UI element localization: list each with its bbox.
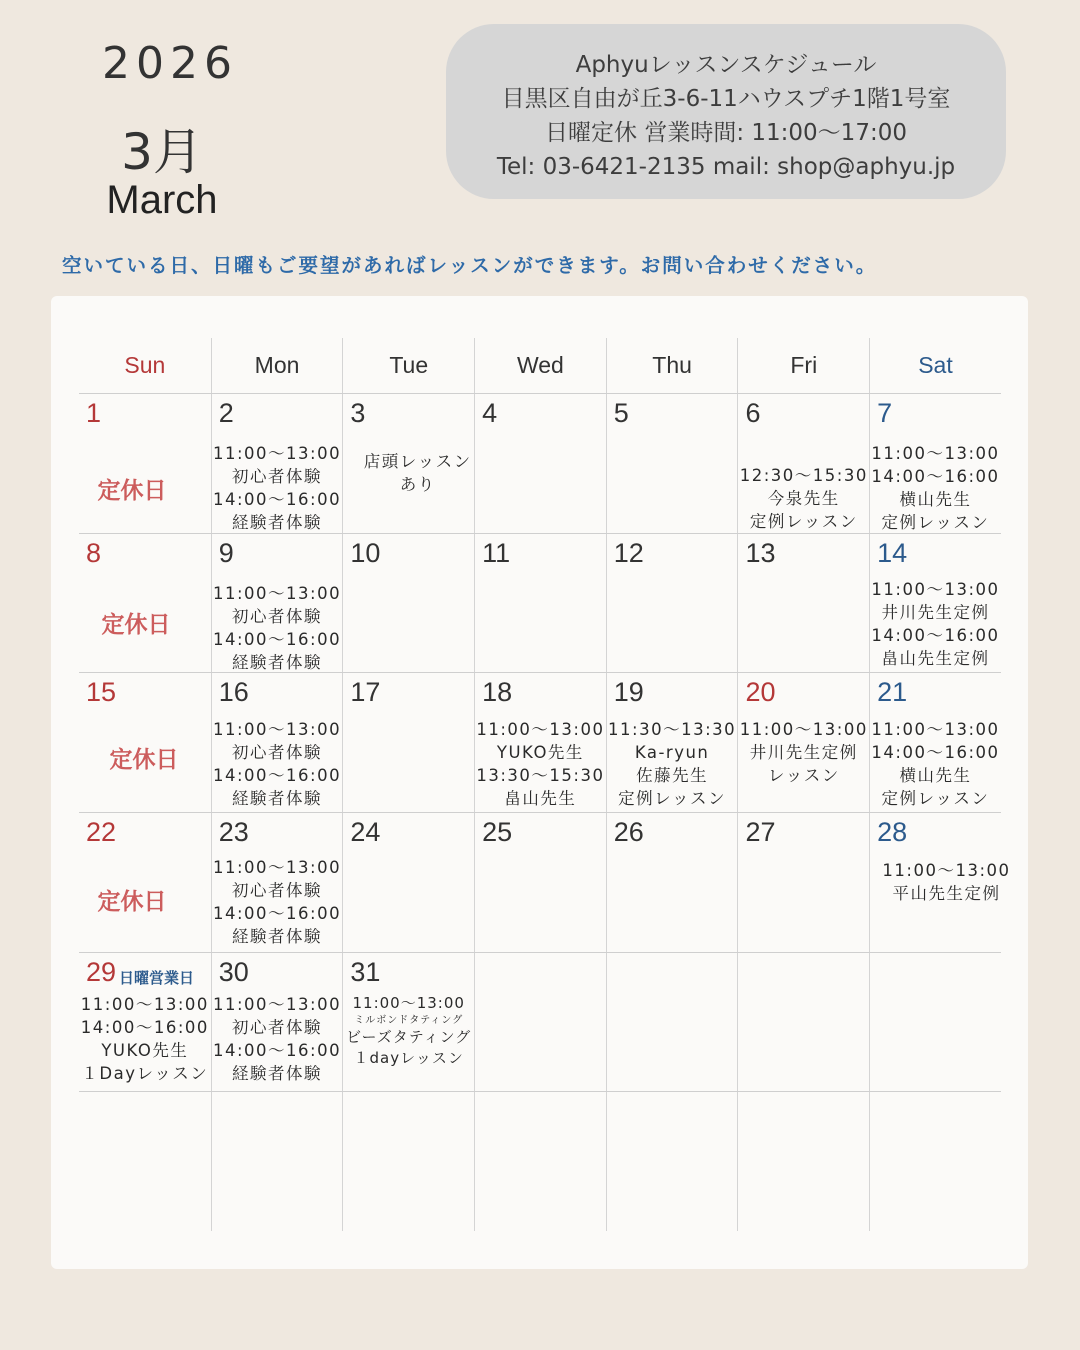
day-number: 30 xyxy=(218,956,249,987)
day-cell-10[interactable] xyxy=(342,534,474,673)
event-text: 12:30〜15:30 今泉先生 定例レッスン xyxy=(739,466,868,531)
day-cell-16[interactable] xyxy=(211,673,343,812)
day-number: 18 xyxy=(482,677,513,708)
day-cell-29[interactable] xyxy=(79,953,211,1092)
event-text: 11:00〜13:00 井川先生定例 14:00〜16:00 畠山先生定例 xyxy=(871,579,1000,668)
day-cell-empty xyxy=(79,1092,211,1231)
day-number: 13 xyxy=(745,537,776,568)
event-text: 11:00〜13:00 14:00〜16:00 YUKO先生 １Dayレッスン xyxy=(80,994,209,1083)
weekday-sat: Sat xyxy=(869,338,1001,393)
day-cell-30[interactable] xyxy=(211,953,343,1092)
day-cell-7[interactable] xyxy=(869,394,1001,533)
day-cell-empty xyxy=(737,1092,869,1231)
day-number: 11 xyxy=(482,537,511,568)
day-cell-empty xyxy=(737,953,869,1092)
event-text: 店頭レッスン あり xyxy=(363,452,472,494)
weekday-wed: Wed xyxy=(474,338,606,393)
info-title: Aphyuレッスンスケジュール xyxy=(575,52,877,78)
closed-label: 定休日 xyxy=(97,478,167,504)
week-row xyxy=(79,813,1011,953)
day-number: 9 xyxy=(218,537,234,568)
day-number: 10 xyxy=(350,537,381,568)
day-number: 17 xyxy=(350,677,381,708)
day-number: 23 xyxy=(218,817,249,848)
week-row xyxy=(79,394,1001,534)
day-cell-24[interactable] xyxy=(342,813,474,952)
event-text: 11:00〜13:00 初心者体験 14:00〜16:00 経験者体験 xyxy=(212,994,342,1083)
day-cell-empty xyxy=(474,1092,606,1231)
day-number: 27 xyxy=(745,817,776,848)
day-number: 28 xyxy=(877,817,908,848)
day-number: 16 xyxy=(218,677,249,708)
day-number: 24 xyxy=(350,817,381,848)
day-cell-empty xyxy=(869,953,1001,1092)
info-address: 目黒区自由が丘3-6-11ハウスプチ1階1号室 xyxy=(501,86,951,112)
day-cell-22[interactable] xyxy=(79,813,211,952)
day-number: 12 xyxy=(613,537,644,568)
day-cell-18[interactable] xyxy=(474,673,606,812)
day-cell-28[interactable] xyxy=(869,813,1011,952)
day-cell-5[interactable] xyxy=(606,394,738,533)
event-text: 11:00〜13:00 14:00〜16:00 横山先生 定例レッスン xyxy=(871,444,1000,532)
day-number: 20 xyxy=(745,677,776,708)
day-cell-1[interactable] xyxy=(79,394,211,533)
day-cell-2[interactable] xyxy=(211,394,343,533)
day-cell-empty xyxy=(606,1092,738,1231)
day-cell-6[interactable] xyxy=(737,394,869,533)
day-cell-26[interactable] xyxy=(606,813,738,952)
event-text: 11:00〜13:00 井川先生定例 レッスン xyxy=(739,720,868,786)
day-number: 22 xyxy=(86,817,117,848)
day-cell-20[interactable] xyxy=(737,673,869,812)
year: 2026 xyxy=(102,38,238,89)
month-jp: 3月 xyxy=(121,123,203,181)
day-number: 29 xyxy=(86,956,117,987)
day-cell-11[interactable] xyxy=(474,534,606,673)
day-cell-empty xyxy=(342,1092,474,1231)
sunday-open-label: 日曜営業日 xyxy=(119,968,195,987)
day-cell-13[interactable] xyxy=(737,534,869,673)
event-text: 11:00〜13:00 14:00〜16:00 横山先生 定例レッスン xyxy=(871,720,1000,809)
day-cell-empty xyxy=(606,953,738,1092)
day-cell-empty xyxy=(474,953,606,1092)
week-row xyxy=(79,673,1001,813)
day-cell-31[interactable] xyxy=(342,953,474,1092)
event-text: 11:00〜13:00 初心者体験 14:00〜16:00 経験者体験 xyxy=(212,720,342,809)
closed-label: 定休日 xyxy=(109,747,179,774)
day-number: 14 xyxy=(877,537,908,568)
week-row-empty xyxy=(79,1092,1001,1231)
weekday-fri: Fri xyxy=(737,338,869,393)
day-number: 21 xyxy=(877,677,908,708)
day-number: 25 xyxy=(482,817,513,848)
day-cell-15[interactable] xyxy=(79,673,211,812)
event-text: 11:00〜13:00 初心者体験 14:00〜16:00 経験者体験 xyxy=(212,858,342,947)
event-text: 11:00〜13:00 平山先生定例 xyxy=(882,861,1011,904)
notice-text: 空いている日、日曜もご要望があればレッスンができます。お問い合わせください。 xyxy=(62,254,878,277)
day-cell-14[interactable] xyxy=(869,534,1001,673)
day-number: 31 xyxy=(350,956,381,987)
day-number: 8 xyxy=(86,537,102,568)
day-number: 1 xyxy=(86,398,102,428)
day-number: 2 xyxy=(218,398,234,428)
day-number: 4 xyxy=(482,398,498,428)
day-cell-21[interactable] xyxy=(869,673,1001,812)
day-cell-8[interactable] xyxy=(79,534,211,673)
weekday-header xyxy=(79,338,1001,394)
shop-info-box xyxy=(446,24,1006,199)
week-row xyxy=(79,534,1001,674)
day-number: 3 xyxy=(350,398,366,428)
day-cell-12[interactable] xyxy=(606,534,738,673)
month-en: March xyxy=(106,178,218,222)
day-cell-17[interactable] xyxy=(342,673,474,812)
day-cell-empty xyxy=(211,1092,343,1231)
day-cell-27[interactable] xyxy=(737,813,869,952)
weekday-sun: Sun xyxy=(124,352,166,378)
event-text: 11:00〜13:00 初心者体験 14:00〜16:00 経験者体験 xyxy=(212,444,342,532)
info-contact: Tel: 03-6421-2135 mail: shop@aphyu.jp xyxy=(496,154,956,180)
day-number: 5 xyxy=(613,398,629,428)
day-number: 6 xyxy=(745,398,761,428)
event-text: 11:00〜13:00 ミルボンドタティング ビーズタティング １dayレッスン xyxy=(346,993,472,1067)
day-number: 7 xyxy=(877,398,893,428)
event-text: 11:00〜13:00 初心者体験 14:00〜16:00 経験者体験 xyxy=(212,583,342,672)
weekday-mon: Mon xyxy=(211,338,343,393)
day-cell-25[interactable] xyxy=(474,813,606,952)
day-cell-4[interactable] xyxy=(474,394,606,533)
day-cell-3[interactable] xyxy=(342,394,474,533)
calendar-grid xyxy=(79,338,1011,1231)
calendar-card xyxy=(51,296,1028,1269)
event-text: 11:30〜13:30 Ka-ryun 佐藤先生 定例レッスン xyxy=(608,720,737,809)
week-row xyxy=(79,953,1001,1093)
day-number: 26 xyxy=(613,817,644,848)
day-cell-19[interactable] xyxy=(606,673,738,812)
day-cell-23[interactable] xyxy=(211,813,343,952)
day-number: 15 xyxy=(86,677,117,708)
day-cell-9[interactable] xyxy=(211,534,343,673)
weekday-tue: Tue xyxy=(342,338,474,393)
day-number: 19 xyxy=(613,677,644,708)
closed-label: 定休日 xyxy=(97,889,167,916)
closed-label: 定休日 xyxy=(101,611,171,638)
weekday-thu: Thu xyxy=(606,338,738,393)
day-cell-empty xyxy=(869,1092,1001,1231)
info-hours: 日曜定休 営業時間: 11:00〜17:00 xyxy=(545,120,907,146)
event-text: 11:00〜13:00 YUKO先生 13:30〜15:30 畠山先生 xyxy=(476,720,605,809)
